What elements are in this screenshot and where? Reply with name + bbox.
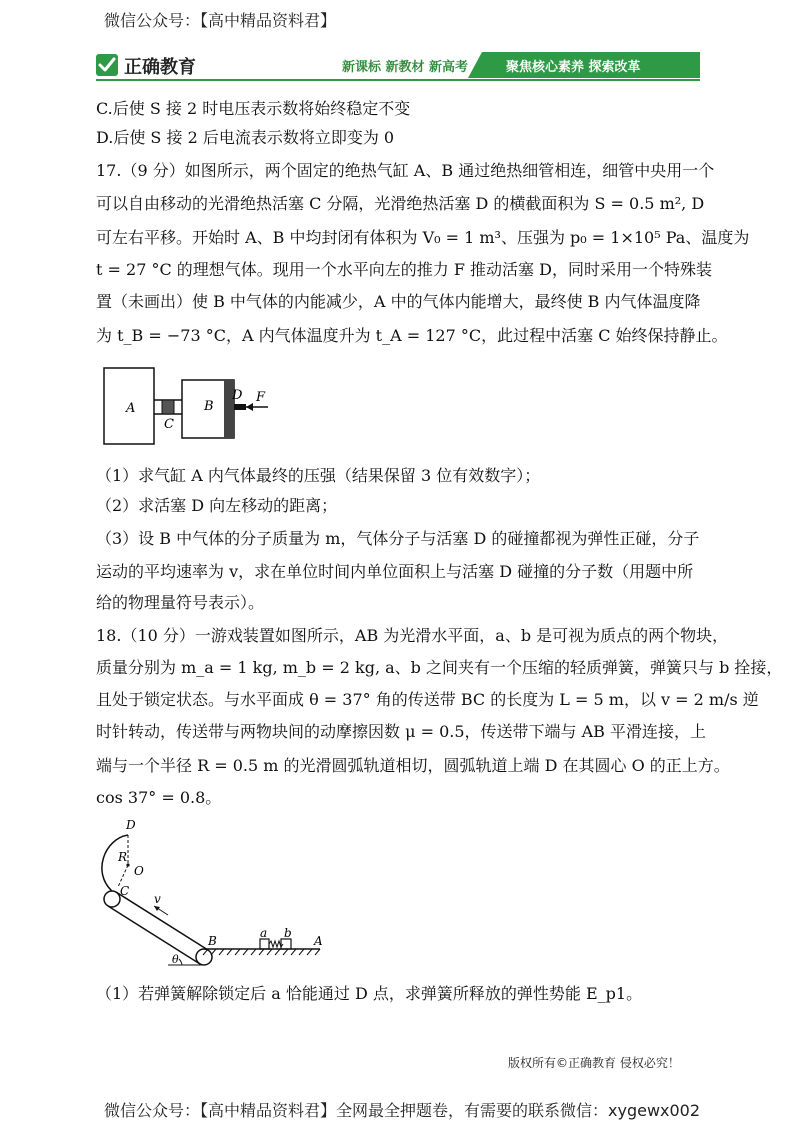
label-c: C — [164, 417, 174, 432]
label-b-point: B — [208, 934, 217, 948]
belt-lower — [108, 906, 200, 964]
label-b: B — [204, 399, 214, 414]
ground-hatch — [203, 949, 320, 955]
q17-line-6: 为 t_B = −73 °C，A 内气体温度升为 t_A = 127 °C，此过程中活塞 C 始终保持静止。 — [96, 326, 728, 345]
tagline-right: 聚焦核心素养 探索改革 — [506, 60, 641, 75]
q17-sub-3a: （3）设 B 中气体的分子质量为 m，气体分子与活塞 D 的碰撞都视为弹性正碰，分子 — [96, 529, 700, 548]
push-rod — [234, 404, 246, 410]
velocity-arrowhead — [154, 906, 160, 911]
label-a2: a — [260, 926, 268, 940]
q17-sub-3b: 运动的平均速率为 v，求在单位时间内单位面积上与活塞 D 碰撞的分子数（用题中所 — [96, 562, 694, 581]
label-r: R — [118, 850, 128, 864]
header-wechat: 微信公众号：【高中精品资料君】 — [104, 11, 337, 30]
conveyor-figure — [98, 815, 338, 971]
q18-line-1: 18.（10 分）一游戏装置如图所示，AB 为光滑水平面，a、b 是可视为质点的两个物块， — [96, 626, 729, 645]
q17-line-2: 可以自由移动的光滑绝热活塞 C 分隔，光滑绝热活塞 D 的横截面积为 S = 0.5 m², D — [96, 194, 705, 213]
label-d2: D — [126, 818, 136, 832]
footer-wechat: 微信公众号：【高中精品资料君】全网最全押题卷，有需要的联系微信：xygewx002 — [104, 1101, 701, 1120]
label-a: A — [126, 401, 136, 416]
tagline-left: 新课标 新教材 新高考 — [342, 60, 469, 75]
label-c2: C — [120, 884, 130, 898]
q18-line-5: 端与一个半径 R = 0.5 m 的光滑圆弧轨道相切，圆弧轨道上端 D 在其圆心 O 的正上方。 — [96, 756, 730, 775]
header-banner — [96, 52, 700, 82]
header-rule — [96, 79, 700, 81]
label-o: O — [134, 864, 144, 878]
option-d: D.后使 S 接 2 后电流表示数将立即变为 0 — [96, 128, 395, 147]
force-arrowhead — [246, 403, 253, 411]
q17-sub-3c: 给的物理量符号表示）。 — [96, 593, 265, 612]
label-d: D — [232, 388, 243, 403]
q18-line-4: 时针转动，传送带与两物块间的动摩擦因数 μ = 0.5，传送带下端与 AB 平滑连接，上 — [96, 722, 706, 741]
label-theta: θ — [172, 953, 179, 966]
q17-line-1: 17.（9 分）如图所示，两个固定的绝热气缸 A、B 通过绝热细管相连，细管中央用一个 — [96, 161, 715, 180]
belt-upper — [116, 892, 208, 950]
check-logo-icon — [96, 54, 118, 76]
q18-sub-1: （1）若弹簧解除锁定后 a 恰能通过 D 点，求弹簧所释放的弹性势能 E_p1。 — [96, 984, 643, 1003]
q17-line-5: 置（未画出）使 B 中气体的内能减少，A 中的气体内能增大，最终使 B 内气体温度降 — [96, 292, 701, 311]
label-b2: b — [284, 926, 292, 940]
copyright-notice: 版权所有©正确教育 侵权必究！ — [508, 1056, 680, 1070]
q17-sub-2: （2）求活塞 D 向左移动的距离； — [96, 496, 338, 515]
angle-arc — [179, 959, 182, 965]
q18-line-3: 且处于锁定状态。与水平面成 θ = 37° 角的传送带 BC 的长度为 L = 5 m，以 v = 2 m/s 逆 — [96, 690, 759, 709]
q17-line-3: 可左右平移。开始时 A、B 中均封闭有体积为 V₀ = 1 m³、压强为 p₀ = 1×10⁵ Pa、温度为 — [96, 228, 750, 247]
piston-c — [162, 400, 174, 414]
cylinder-figure — [100, 364, 280, 448]
q17-line-4: t = 27 °C 的理想气体。现用一个水平向左的推力 F 推动活塞 D，同时采用一个特殊装 — [96, 260, 712, 279]
q17-sub-1: （1）求气缸 A 内气体最终的压强（结果保留 3 位有效数字）； — [96, 466, 541, 485]
label-v: v — [154, 892, 161, 906]
block-a — [260, 939, 269, 949]
brand-name: 正确教育 — [124, 57, 196, 78]
q18-line-6: cos 37° = 0.8。 — [96, 788, 222, 807]
label-f: F — [256, 390, 266, 405]
q18-line-2: 质量分别为 m_a = 1 kg, m_b = 2 kg, a、b 之间夹有一个压缩的轻质弹簧，弹簧只与 b 拴接， — [96, 658, 783, 677]
option-c: C.后使 S 接 2 时电压表示数将始终稳定不变 — [96, 99, 411, 118]
label-a-point: A — [314, 934, 323, 948]
